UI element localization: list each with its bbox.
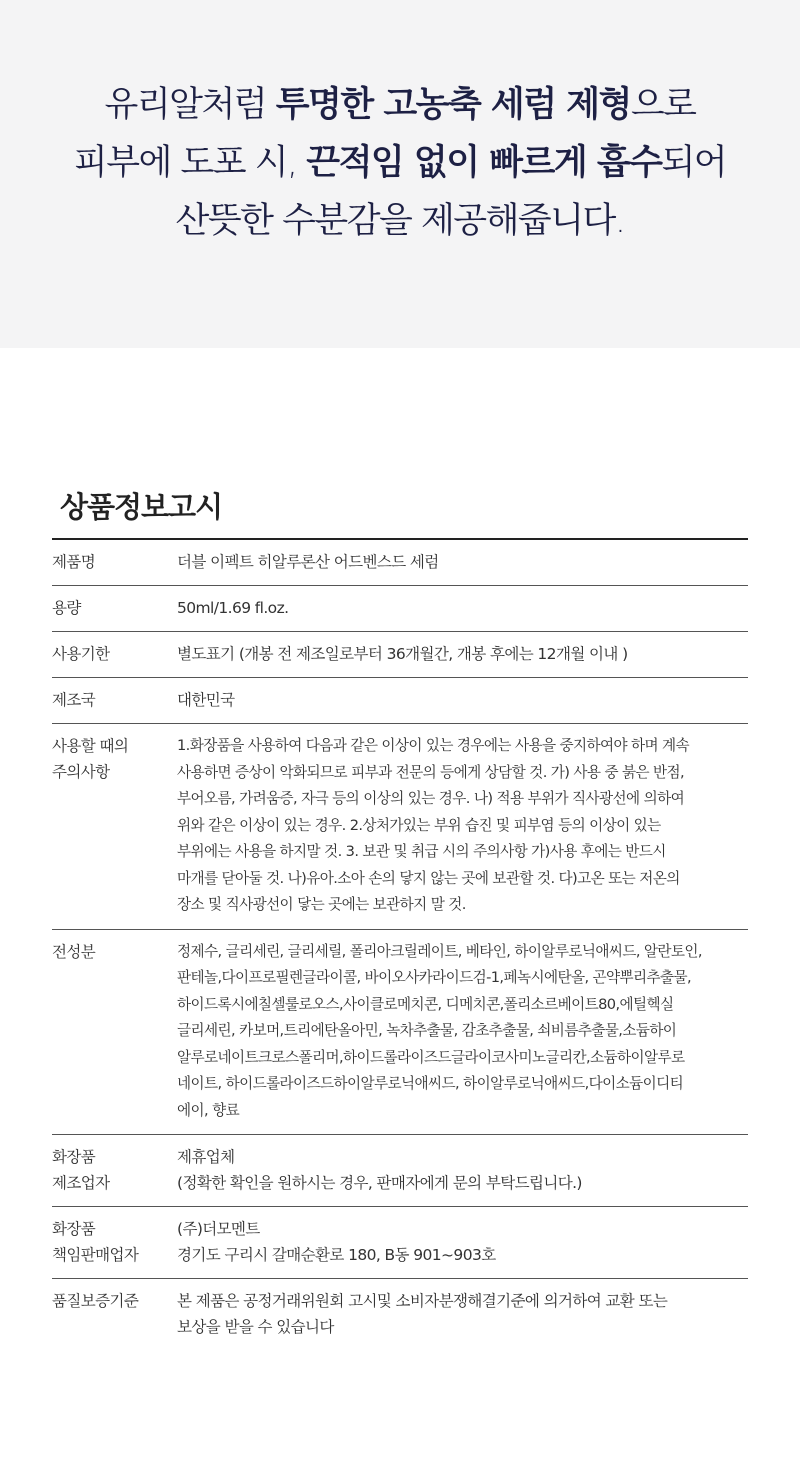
value-text: 별도표기 (개봉 전 제조일로부터 36개월간, 개봉 후에는 12개월 이내 ): [177, 645, 628, 663]
row-label: [52, 1207, 176, 1279]
value-text: 대한민국: [177, 691, 235, 709]
row-label: [52, 632, 176, 678]
row-expiry: [52, 632, 748, 678]
value-text: 50ml/1.69 fl.oz.: [177, 599, 289, 617]
value-text: 제휴업체: [177, 1148, 235, 1166]
row-label: [52, 1279, 176, 1351]
value-text: 하이드록시에칠셀룰로오스,사이클로메치콘, 디메치콘,폴리소르베이트80,에틸헥실: [177, 995, 674, 1013]
hero-text: 으로: [630, 85, 696, 125]
row-value: [176, 539, 748, 586]
row-distributor: [52, 1207, 748, 1279]
hero-text: 유리알처럼: [104, 85, 276, 125]
label-text: 주의사항: [52, 763, 110, 781]
label-text: 전성분: [52, 942, 96, 961]
label-text: 사용기한: [52, 645, 110, 663]
value-text: 더블 이펙트 히알루론산 어드벤스드 세럼: [177, 553, 439, 571]
hero-text-bold: 끈적임 없이 빠르게 흡수: [306, 143, 662, 183]
hero-line-1: [0, 76, 800, 134]
hero-banner: [0, 0, 800, 348]
value-text: 에이, 향료: [177, 1101, 240, 1119]
label-text: 화장품: [52, 1220, 96, 1238]
value-text: 장소 및 직사광선이 닿는 곳에는 보관하지 말 것.: [177, 896, 466, 913]
label-text: 사용할 때의: [52, 737, 129, 755]
row-value: [176, 678, 748, 724]
label-text: 용량: [52, 599, 81, 617]
label-text: 책임판매업자: [52, 1246, 139, 1264]
row-value: [176, 632, 748, 678]
value-text: (주)더모멘트: [177, 1220, 260, 1238]
row-label: [52, 724, 176, 930]
row-value: [176, 1207, 748, 1279]
label-text: 품질보증기준: [52, 1292, 139, 1310]
row-product-name: [52, 539, 748, 586]
row-precautions: [52, 724, 748, 930]
value-text: 정제수, 글리세린, 글리세릴, 폴리아크릴레이트, 베타인, 하이알루로닉애씨드, 알란토인,: [177, 942, 702, 960]
value-text: 경기도 구리시 갈매순환로 180, B동 901~903호: [177, 1246, 496, 1264]
value-text: 1.화장품을 사용하여 다음과 같은 이상이 있는 경우에는 사용을 중지하여야 하며 계속: [177, 737, 690, 754]
row-value: [176, 724, 748, 930]
row-manufacturer: [52, 1135, 748, 1207]
value-text: 부위에는 사용을 하지말 것. 3. 보관 및 취급 시의 주의사항 가)사용 후에는 반드시: [177, 843, 666, 860]
value-text: (정확한 확인을 원하시는 경우, 판매자에게 문의 부탁드립니다.): [177, 1174, 582, 1192]
value-text: 판테놀,다이프로필렌글라이콜, 바이오사카라이드검-1,페녹시에탄올, 곤약뿌리추출물,: [177, 969, 692, 986]
value-text: 네이트, 하이드롤라이즈드하이알루로닉애씨드, 하이알루로닉애씨드,다이소듐이디티: [177, 1075, 684, 1092]
product-info-notice: [52, 482, 748, 1350]
hero-line-2: [0, 134, 800, 192]
row-label: [52, 678, 176, 724]
value-text: 위와 같은 이상이 있는 경우. 2.상처가있는 부위 습진 및 피부염 등의 이상이 있는: [177, 816, 661, 834]
label-text: 화장품: [52, 1148, 96, 1166]
value-text: 마개를 닫아둘 것. 나)유아.소아 손의 닿지 않는 곳에 보관할 것. 다)고온 또는 저온의: [177, 869, 680, 887]
row-quality-standard: [52, 1279, 748, 1351]
row-value: [176, 929, 748, 1135]
value-text: 본 제품은 공정거래위원회 고시및 소비자분쟁해결기준에 의거하여 교환 또는: [177, 1292, 668, 1310]
row-volume: [52, 586, 748, 632]
row-value: [176, 1135, 748, 1207]
hero-text: 되어: [661, 143, 727, 183]
label-text: 제조업자: [52, 1174, 110, 1192]
label-text: 제품명: [52, 553, 96, 571]
notice-title: 상품정보고시: [60, 490, 223, 524]
row-value: [176, 586, 748, 632]
label-text: 제조국: [52, 691, 96, 709]
hero-text-bold: 투명한 고농축 세럼 제형: [275, 85, 631, 125]
row-ingredients: [52, 929, 748, 1135]
row-label: [52, 539, 176, 586]
row-label: [52, 1135, 176, 1207]
value-text: 보상을 받을 수 있습니다: [177, 1318, 334, 1336]
hero-text: 피부에 도포 시,: [73, 143, 307, 183]
value-text: 사용하면 증상이 악화되므로 피부과 전문의 등에게 상담할 것. 가) 사용 중 붉은 반점,: [177, 763, 685, 781]
hero-line-3: [0, 192, 800, 250]
row-country: [52, 678, 748, 724]
row-label: [52, 929, 176, 1135]
row-value: [176, 1279, 748, 1351]
row-label: [52, 586, 176, 632]
value-text: 글리세린, 카보머,트리에탄올아민, 녹차추출물, 감초추출물, 쇠비름추출물,소듐하이: [177, 1022, 677, 1039]
hero-text: 산뜻한 수분감을 제공해줍니다.: [175, 201, 625, 241]
value-text: 부어오름, 가려움증, 자극 등의 이상의 있는 경우. 나) 적용 부위가 직사광선에 의하여: [177, 790, 685, 807]
product-info-table: [52, 538, 748, 1350]
value-text: 알루로네이트크로스폴리머,하이드롤라이즈드글라이코사미노글리칸,소듐하이알루로: [177, 1048, 685, 1066]
